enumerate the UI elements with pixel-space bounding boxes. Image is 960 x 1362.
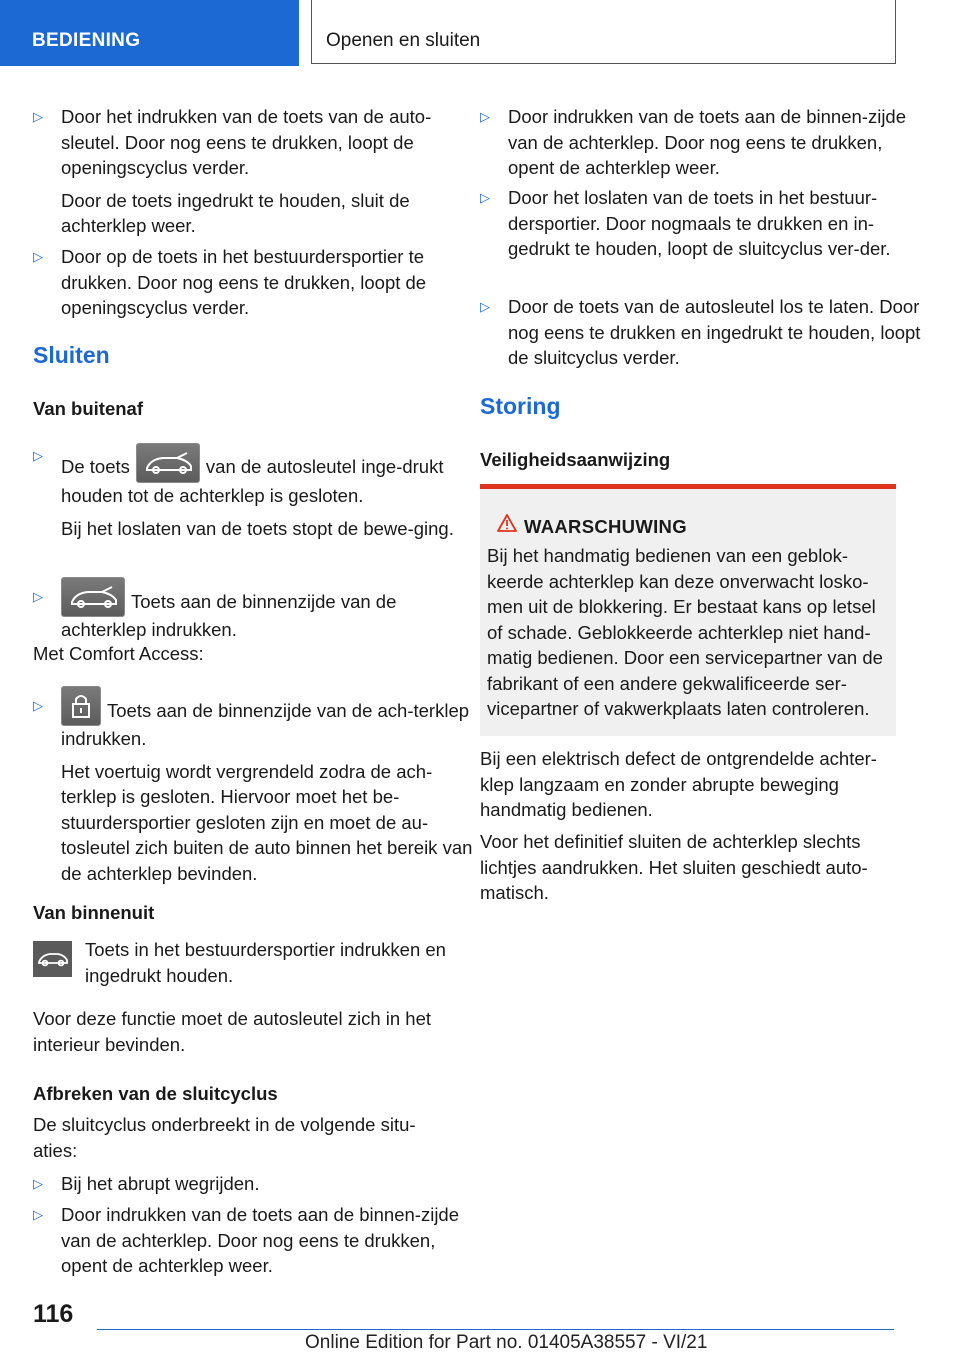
heading-van-buitenaf: Van buitenaf	[33, 398, 143, 419]
defect-text: Bij een elektrisch defect de ontgrendelde achter-klep langzaam en zonder abrupte beweging handmatig bedienen.	[480, 748, 877, 820]
binnenuit-text: Toets in het bestuurdersportier indrukken en ingedrukt houden.	[85, 939, 446, 986]
list-item	[33, 443, 481, 541]
bullet-triangle-icon: ▷	[33, 448, 43, 463]
list-item-text: Door de toets van de autosleutel los te laten. Door nog eens te drukken en ingedrukt te houden, loopt de sluitcyclus verder.	[508, 296, 921, 368]
list-item-text: Bij het loslaten van de toets stopt de bewe-ging.	[61, 517, 454, 539]
car-tailgate-key-icon	[136, 443, 200, 483]
list-item	[33, 1202, 481, 1279]
list-item	[480, 294, 924, 371]
car-tailgate-key-icon	[61, 577, 125, 617]
car-button-icon	[33, 941, 72, 977]
list-item-text: Door de toets ingedrukt te houden, sluit de achterklep weer.	[61, 189, 410, 236]
list-item-text: Toets aan de binnenzijde van de ach-terklep indrukken.	[61, 686, 481, 752]
list-item-text: Het voertuig wordt vergrendeld zodra de ach-terklep is gesloten. Hiervoor moet het be-stuurdersportier gesloten zijn en moet de au-tosleutel zich buiten de auto binnen het bereik van de achterklep bevinden.	[61, 760, 473, 884]
bullet-triangle-icon: ▷	[33, 249, 43, 264]
list-item-text: Door het loslaten van de toets in het bestuur-dersportier. Door nogmaals te drukken en in-gedrukt te houden, loopt de sluitcyclus ver-der.	[508, 187, 891, 259]
bullet-triangle-icon: ▷	[480, 190, 490, 205]
list-item-text: Door op de toets in het bestuurdersportier te drukken. Door nog eens te drukken, loopt de openingscyclus verder.	[61, 246, 427, 318]
list-item-text: Bij het abrupt wegrijden.	[61, 1173, 260, 1194]
section-tab: BEDIENING	[0, 0, 299, 66]
interieur-text: Voor deze functie moet de autosleutel zich in het interieur bevinden.	[33, 1008, 432, 1055]
list-item	[33, 244, 481, 321]
warning-body: Bij het handmatig bedienen van een geblok-keerde achterklep kan deze onverwacht losko-men uit de blokkering. Er bestaat kans op letsel of schade. Geblokkeerde achterklep niet hand-matig bedienen. Door een servicepartner van de fabrikant of een andere gekwalificeerde ser-vicepartner of vakwerkplaats laten controleren.	[487, 545, 883, 719]
bullet-triangle-icon: ▷	[480, 109, 490, 124]
list-item-text: Door indrukken van de toets aan de binnen-zijde van de achterklep. Door nog eens te drukken, opent de achterklep weer.	[61, 1204, 460, 1276]
bullet-triangle-icon: ▷	[33, 589, 43, 604]
heading-veiligheid: Veiligheidsaanwijzing	[480, 449, 671, 470]
heading-afbreken: Afbreken van de sluitcyclus	[33, 1083, 278, 1104]
list-item-text: Door het indrukken van de toets van de auto-sleutel. Door nog eens te drukken, loopt de openingscyclus verder.	[61, 106, 432, 178]
edition-note: Online Edition for Part no. 01405A38557 - VI/21	[305, 1332, 708, 1353]
footer-divider	[97, 1329, 894, 1330]
warning-title: WAARSCHUWING	[524, 516, 687, 537]
page-header	[0, 0, 960, 66]
lock-icon	[61, 686, 101, 726]
bullet-triangle-icon: ▷	[33, 109, 43, 124]
heading-van-binnenuit: Van binnenuit	[33, 902, 155, 923]
list-item	[33, 1171, 481, 1197]
list-item	[33, 104, 481, 239]
bullet-triangle-icon: ▷	[33, 698, 43, 713]
bullet-triangle-icon: ▷	[480, 299, 490, 314]
warning-box	[480, 484, 896, 736]
list-item	[480, 104, 924, 181]
list-item-text: Toets aan de binnenzijde van de achterklep indrukken.	[61, 577, 481, 643]
list-item	[480, 185, 924, 262]
bullet-triangle-icon: ▷	[33, 1176, 43, 1191]
page-title: Openen en sluiten	[311, 0, 896, 64]
afbreken-text: De sluitcyclus onderbreekt in de volgende situ-aties:	[33, 1114, 416, 1161]
list-item	[33, 686, 481, 886]
list-item	[33, 577, 481, 643]
heading-sluiten: Sluiten	[33, 342, 110, 368]
definitief-text: Voor het definitief sluiten de achterklep slechts lichtjes aandrukken. Het sluiten geschiedt auto-matisch.	[480, 831, 868, 903]
bullet-triangle-icon: ▷	[33, 1207, 43, 1222]
page-number: 116	[33, 1300, 74, 1328]
comfort-access-label: Met Comfort Access:	[33, 643, 204, 664]
list-item-text: De toets van de autosleutel inge-drukt houden tot de achterklep is gesloten.	[61, 443, 481, 509]
list-item-text: Door indrukken van de toets aan de binnen-zijde van de achterklep. Door nog eens te drukken, opent de achterklep weer.	[508, 106, 907, 178]
warning-triangle-icon	[497, 513, 517, 539]
heading-storing: Storing	[480, 393, 561, 419]
